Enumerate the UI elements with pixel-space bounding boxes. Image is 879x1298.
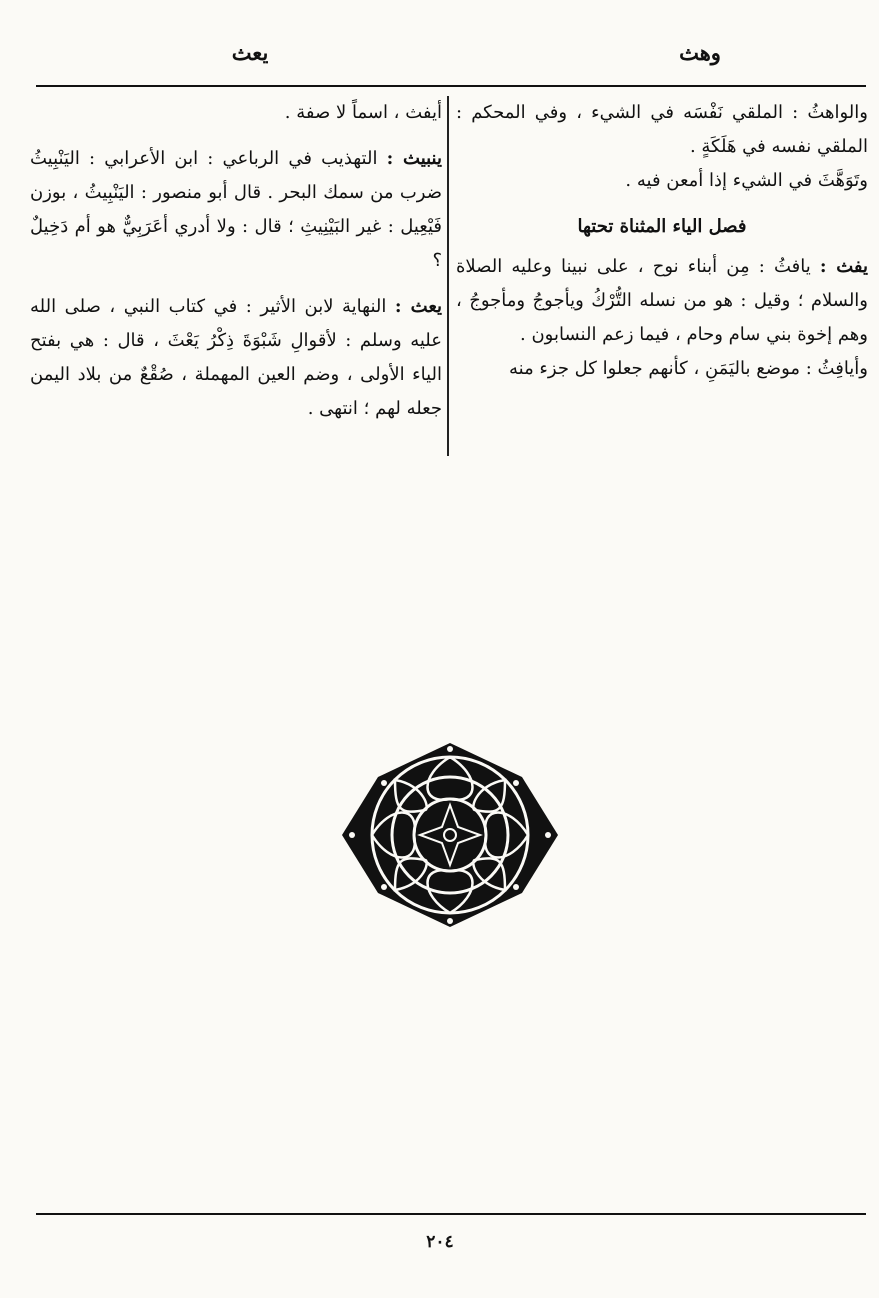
entry-ayfath-continued: أيفث ، اسماً لا صفة . <box>284 102 442 123</box>
entry-headword: ينبيث : <box>386 148 442 169</box>
entry-ayafith: وأيافِثُ : موضع باليَمَنِ ، كأنهم جعلوا كل جزء منه <box>508 358 868 379</box>
entry-yath <box>30 290 442 426</box>
entry-tawahhatha: وتَوَهَّثَ في الشيء إذا أمعن فيه . <box>625 170 868 191</box>
footer-rule <box>36 1213 866 1215</box>
right-column <box>456 96 868 398</box>
entry-text: النهاية لابن الأثير : في كتاب النبي ، صلى الله عليه وسلم : لأقوالِ شَبْوَةَ ذِكْرُ يَعْثَ ، قال : هي بفتح الياء الأولى ، وضم العين المهملة ، صُقْعٌ من بلاد اليمن جعله لهم ؛ انتهى . <box>30 296 442 419</box>
section-heading: فصل الياء المثناة تحتها <box>577 216 747 237</box>
entry-headword: يفث : <box>819 256 868 277</box>
header-rule <box>36 85 866 87</box>
page-number: ٢٠٤ <box>426 1232 454 1252</box>
header-keyword-right: وهث <box>679 40 721 65</box>
entry-waahith: والواهثُ : الملقي نَفْسَه في الشيء ، وفي المحكم : الملقي نفسه في هَلَكَةٍ . <box>456 102 868 157</box>
entry-yafth <box>456 250 868 352</box>
left-column <box>30 96 442 438</box>
column-divider <box>447 96 449 456</box>
entry-text: يافثُ : مِن أبناء نوح ، على نبينا وعليه الصلاة والسلام ؛ وقيل : هو من نسله التُّرْكُ ويأجوجُ ومأجوجُ ، وهم إخوة بني سام وحام ، فيما زعم النسابون . <box>456 256 868 345</box>
entry-headword: يعث : <box>394 296 443 317</box>
entry-yanbith <box>30 142 442 278</box>
decorative-ornament <box>330 740 570 930</box>
header-keyword-left: يعث <box>231 40 269 65</box>
entry-text: التهذيب في الرباعي : ابن الأعرابي : اليَنْبِيثُ ضرب من سمك البحر . قال أبو منصور : اليَنْبِيثُ ، بوزن فَيْعِيل : غير البَيْنِيثِ ؛ قال : ولا أدري أعَرَبِيٌّ هو أم دَخِيلٌ ؟ <box>30 148 443 271</box>
